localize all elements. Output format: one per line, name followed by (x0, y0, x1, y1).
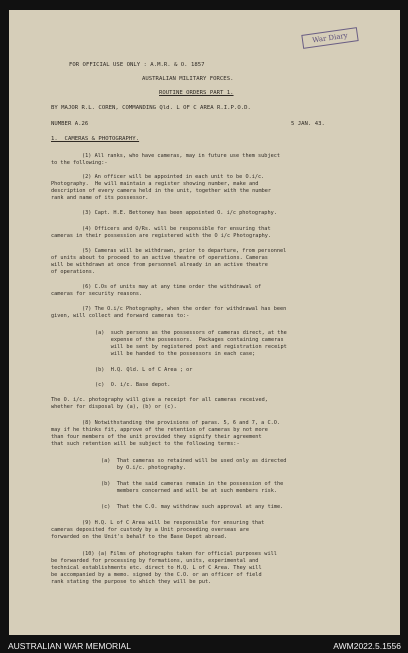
orders-heading: ROUTINE ORDERS PART 1. (159, 90, 234, 96)
order-date: 5 JAN. 43. (291, 121, 325, 127)
para-10-line-4: be accompanied by a memo. signed by the C.O. or an officer of field (51, 572, 262, 578)
para-9-line-2: cameras deposited for custody by a Unit proceeding overseas are (51, 527, 250, 533)
para-2-line-2: Photography. He will maintain a register showing number, make and (51, 181, 259, 187)
para-9-line-1: (9) H.Q. L of C Area will be responsible for ensuring that (82, 520, 265, 526)
para-7a-line-1: (a) such persons as the possessors of cameras direct, at the (95, 330, 287, 336)
para-7a-line-4: will be handed to the possessors in each case; (95, 351, 256, 357)
para-5-line-3: will be withdrawn at once from personnel already in an active theatre (51, 262, 268, 268)
archive-footer (0, 638, 408, 653)
section-title: 1. CAMERAS & PHOTOGRAPHY. (51, 136, 140, 142)
para-10-line-3: technical establishments etc. direct to H.Q. L of C Area. They will (51, 565, 262, 571)
order-number: NUMBER A.26 (51, 121, 89, 127)
para-3-line-1: (3) Capt. H.E. Bettoney has been appointed O. i/c photography. (82, 210, 277, 216)
official-use-line: FOR OFFICIAL USE ONLY : A.M.R. & O. 1857 (69, 62, 205, 68)
para-5-line-2: of units about to proceed to an active theatre of operations. Cameras (51, 255, 268, 261)
document-page (9, 10, 400, 635)
para-8b-line-2: members concerned and will be at such members risk. (101, 488, 278, 494)
para-8a-line-2: by O.i/c. photography. (101, 465, 186, 471)
para-6-line-2: cameras for security reasons. (51, 291, 143, 297)
forces-heading: AUSTRALIAN MILITARY FORCES. (142, 76, 234, 82)
para-7a-line-2: expense of the possessors. Packages containing cameras (95, 337, 284, 343)
receipt-line-1: The O. i/c. photography will give a receipt for all cameras received, (51, 397, 268, 403)
para-7a-line-3: will be sent by registered post and registration receipt (95, 344, 287, 350)
para-4-line-1: (4) Officers and O/Rs. will be responsible for ensuring that (82, 226, 271, 232)
para-10-line-2: be forwarded for processing by formations, units, experimental and (51, 558, 259, 564)
para-8-line-4: that such retention will be subject to the following terms:- (51, 441, 240, 447)
receipt-line-2: whether for disposal by (a), (b) or (c). (51, 404, 177, 410)
para-1-line-2: to the following:- (51, 160, 108, 166)
para-8a-line-1: (a) That cameras so retained will be used only as directed (101, 458, 287, 464)
para-9-line-3: forwarded on the Unit's behalf to the Base Depot abroad. (51, 534, 228, 540)
para-4-line-2: cameras in their possession are registered with the O i/c Photography. (51, 233, 272, 239)
para-8-line-3: than four members of the unit provided they signify their agreement (51, 434, 262, 440)
para-6-line-1: (6) C.Os of units may at any time order the withdrawal of (82, 284, 262, 290)
para-7c-line-1: (c) O. i/c. Base depot. (95, 382, 171, 388)
para-5-line-1: (5) Cameras will be withdrawn, prior to departure, from personnel (82, 248, 287, 254)
para-7-line-2: given, will collect and forward cameras to:- (51, 313, 190, 319)
para-10-line-5: rank stating the purpose to which they will be put. (51, 579, 212, 585)
para-2-line-1: (2) An officer will be appointed in each unit to be O.i/c. (82, 174, 265, 180)
para-1-line-1: (1) All ranks, who have cameras, may in future use them subject (82, 153, 281, 159)
para-8-line-1: (8) Notwithstanding the provisions of paras. 5, 6 and 7, a C.O. (82, 420, 281, 426)
archive-name: AUSTRALIAN WAR MEMORIAL (8, 641, 131, 651)
para-5-line-4: of operations. (51, 269, 96, 275)
commanding-line: BY MAJOR R.L. COREN, COMMANDING Qld. L OF C AREA R.I.P.O.D. (51, 105, 251, 111)
para-10-line-1: (10) (a) Films of photographs taken for official purposes will (82, 551, 277, 557)
para-7b-line-1: (b) H.Q. Qld. L of C Area ; or (95, 367, 193, 373)
para-2-line-4: rank and name of its possessor. (51, 195, 149, 201)
para-8b-line-1: (b) That the said cameras remain in the possession of the (101, 481, 284, 487)
para-7-line-1: (7) The O.i/c Photography, when the order for withdrawal has been (82, 306, 287, 312)
war-diary-stamp: War Diary (301, 27, 358, 49)
archive-reference: AWM2022.5.1556 (333, 641, 401, 651)
para-8-line-2: may if he thinks fit, approve of the retention of cameras by not more (51, 427, 268, 433)
para-8c-line-1: (c) That the C.O. may withdraw such approval at any time. (101, 504, 284, 510)
para-2-line-3: description of every camera held in the unit, together with the number (51, 188, 272, 194)
